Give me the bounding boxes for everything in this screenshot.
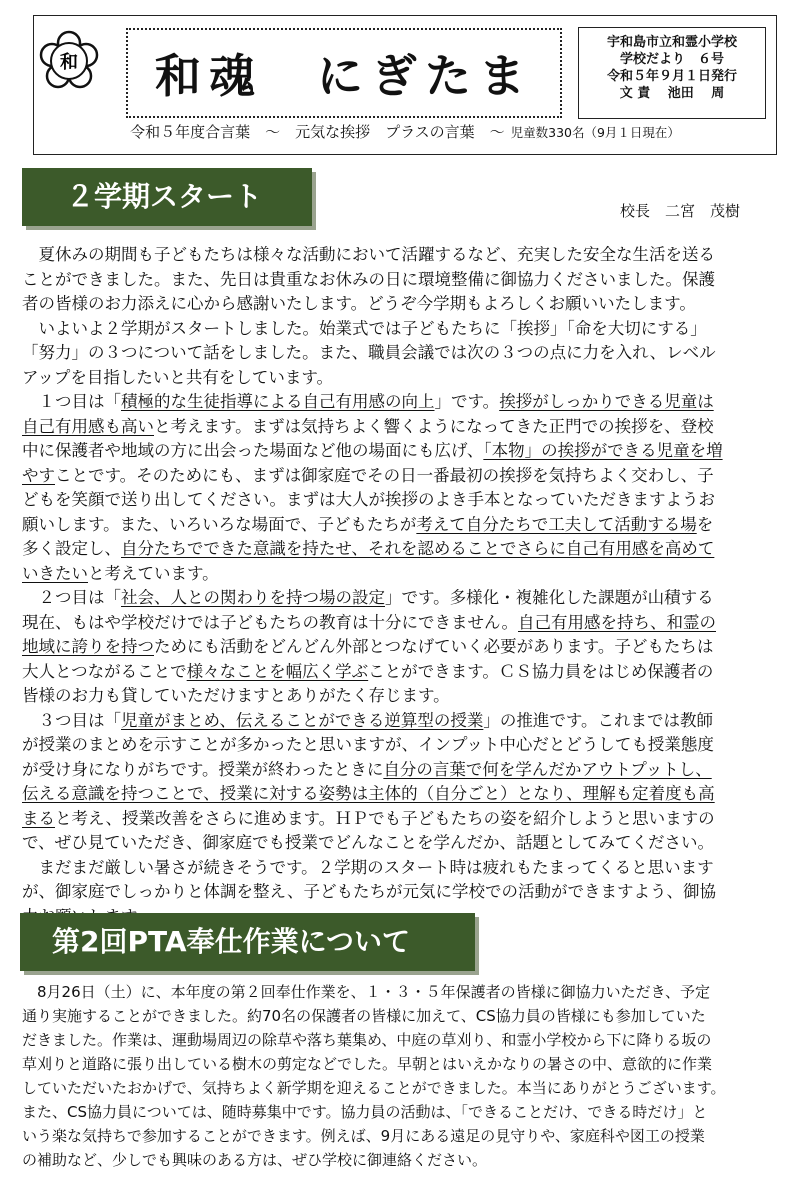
underlined-text: 考えて自分たちで工夫して活動する場 [416, 514, 697, 534]
text-run: 大人とつながることで [22, 661, 187, 681]
text-run: いよいよ２学期がスタートしました。始業式では子どもたちに「挨拶」「命を大切にする」 [22, 318, 707, 338]
text-run: 皆様のお力も貸していただけますとありがたく存じます。 [22, 686, 450, 705]
paragraph-line [22, 1004, 782, 1028]
paragraph-line [22, 1148, 782, 1172]
school-name: 宇和島市立和霊小学校 [606, 35, 737, 50]
paragraph-line [22, 782, 782, 807]
paragraph-line [22, 1028, 782, 1052]
text-run: 多く設定し、 [22, 539, 121, 558]
paragraph-line [22, 537, 782, 562]
text-run: の補助など、少しでも興味のある方は、ぜひ学校に御連絡ください。 [22, 1151, 488, 1169]
paragraph-line [22, 635, 782, 660]
text-run: が授業のまとめを示すことが多かったと思いますが、インプット中心だとどうしても授業態度 [22, 735, 714, 754]
paragraph-line [22, 1052, 782, 1076]
text-run: １つ目は「 [22, 392, 121, 411]
paragraph-line [22, 439, 782, 464]
principal-byline: 校長 二宮 茂樹 [620, 202, 741, 220]
underlined-text: 積極的な生徒指導による自己有用感の向上 [121, 392, 435, 411]
issue-date: 令和５年９月１日発行 [606, 69, 737, 84]
text-run: 現在、もはや学校だけでは子どもたちの教育は十分にできません。 [22, 612, 518, 632]
text-run: 」の推進です。これまでは教師 [483, 710, 714, 730]
school-emblem [38, 30, 100, 92]
underlined-text: 社会、人との関わりを持つ場の設定 [121, 588, 385, 607]
underlined-text: 自分の言葉で何を学んだかアウトプットし、 [383, 759, 712, 779]
section-heading-pta-work: 第2回PTA奉仕作業について [20, 913, 475, 971]
text-run: 願いします。また、いろいろな場面で、子どもたちが [22, 514, 417, 534]
text-run: どもを笑顔で送り出してください。まずは大人が挨拶のよき手本となっていただきますようお [22, 490, 715, 509]
text-run: ３つ目は「 [22, 710, 121, 730]
text-run: で、ぜひ見ていただき、御家庭でも授業でどんなことを学んだか、話題としてみてください。 [22, 833, 715, 852]
paragraph-line [22, 1100, 782, 1124]
paragraph-line [22, 488, 782, 513]
underlined-text: やす [22, 465, 55, 485]
underlined-text: まる [22, 808, 55, 828]
paragraph-line [22, 709, 782, 734]
yearly-slogan [33, 121, 777, 142]
text-run: 夏休みの期間も子どもたちは様々な活動において活躍するなど、充実した安全な生活を送る [22, 245, 715, 264]
text-run: ことができます。ＣＳ協力員をはじめ保護者の [368, 661, 714, 681]
text-run: いう楽な気持ちで参加することができます。例えば、9月にある遠足の見守りや、家庭科や図工の授業 [22, 1127, 705, 1145]
paragraph-line [22, 1124, 782, 1148]
paragraph-line [22, 390, 782, 415]
text-run: ２つ目は「 [22, 588, 121, 607]
slogan-text: 令和５年度合言葉 ～ 元気な挨拶 プラスの言葉 ～ [130, 123, 505, 141]
underlined-text: 伝える意識を持つことで、授業に対する姿勢は主体的（自分ごと）となり、理解も定着度も高 [22, 784, 715, 803]
section-heading-term-start: ２学期スタート [22, 168, 312, 226]
text-run: 草刈りと道路に張り出している樹木の剪定などでした。早朝とはいえかなりの暑さの中、意欲的に作業 [22, 1055, 713, 1073]
paragraph-line [22, 684, 782, 709]
emblem-character: 和 [60, 52, 78, 73]
text-run: 」です。多様化・複雑化した課題が山積する [385, 588, 714, 607]
paragraph-line [22, 1076, 782, 1100]
text-run: が、御家庭でしっかりと体調を整え、子どもたちが元気に学校での活動ができますよう、御協 [22, 882, 716, 901]
paragraph-line [22, 341, 782, 366]
text-run: 「努力」の３つについて話をしました。また、職員会議では次の３つの点に力を入れ、レベル [22, 343, 716, 362]
student-count: 児童数330名（9月１日現在） [510, 125, 680, 140]
paragraph-line [22, 880, 782, 905]
text-run: 」です。 [434, 392, 500, 411]
text-run: また、CS協力員については、随時募集中です。協力員の活動は、「できることだけ、できる時だけ」と [22, 1103, 708, 1121]
paragraph-line [22, 856, 782, 881]
underlined-text: 挨拶がしっかりできる児童は [499, 392, 714, 411]
text-run: していただいたおかげで、気持ちよく新学期を迎えることができました。本当にありがとうございます。 [22, 1079, 726, 1097]
paragraph-line [22, 366, 782, 391]
underlined-text: 自己有用感も高い [22, 416, 154, 436]
underlined-text: 自己有用感を持ち、和霊の [518, 612, 716, 632]
text-run: 中に保護者や地域の方に出会った場面など他の場面にも広げ、 [22, 441, 484, 460]
paragraph-line [22, 513, 782, 538]
text-run: 8月26日（土）に、本年度の第２回奉仕作業を、１・３・５年保護者の皆様に御協力いただき、予定 [22, 983, 711, 1001]
text-run: と考え、授業改善をさらに進めます。ＨＰでも子どもたちの姿を紹介しようと思いますの [55, 808, 715, 828]
paragraph-line [22, 733, 782, 758]
text-run: 者の皆様のお力添えに心から感謝いたします。どうぞ今学期もよろしくお願いいたします。 [22, 294, 696, 313]
paragraph-line [22, 611, 782, 636]
issue-number: 学校だより ６号 [619, 52, 724, 67]
paragraph-line [22, 292, 782, 317]
text-run: アップを目指したいと共有をしています。 [22, 367, 334, 387]
text-run: が受け身になりがちです。授業が終わったときに [22, 759, 384, 779]
underlined-text: 自分たちでできた意識を持たせ、それを認めることでさらに自己有用感を高めて [121, 539, 715, 558]
newsletter-title: 和魂 にぎたま [155, 49, 533, 103]
section-body-pta-work [22, 980, 782, 1172]
underlined-text: 様々なことを幅広く学ぶ [186, 661, 369, 681]
paragraph-line [22, 562, 782, 587]
paragraph-line [22, 660, 782, 685]
text-run: 通り実施することができました。約70名の保護者の皆様に加えて、CS協力員の皆様にも参加していた [22, 1007, 706, 1025]
paragraph-line [22, 831, 782, 856]
paragraph-line [22, 464, 782, 489]
text-run: と考えています。 [88, 563, 219, 583]
title-frame [126, 28, 562, 118]
underlined-text: 地域に誇りを持つ [22, 637, 154, 656]
paragraph-line [22, 243, 782, 268]
paragraph-line [22, 268, 782, 293]
text-run: ためにも活動をどんどん外部とつなげていく必要があります。子どもたちは [154, 637, 714, 656]
underlined-text: 児童がまとめ、伝えることができる逆算型の授業 [121, 710, 484, 730]
paragraph-line [22, 758, 782, 783]
text-run: まだまだ厳しい暑さが続きそうです。２学期のスタート時は疲れもたまってくると思います [22, 857, 714, 877]
text-run: と考えます。まずは気持ちよく響くようになってきた正門での挨拶を、登校 [154, 416, 714, 436]
text-run: ことです。そのためにも、まずは御家庭でその日一番最初の挨拶を気持ちよく交わし、子 [55, 465, 714, 485]
text-run: だきました。作業は、運動場周辺の除草や落ち葉集め、中庭の草刈り、和霊小学校から下に降りる坂の [22, 1031, 712, 1049]
underlined-text: いきたい [22, 563, 88, 583]
issue-info [578, 27, 766, 119]
text-run: ことができました。また、先日は貴重なお休みの日に環境整備に御協力くださいました。保護 [22, 269, 715, 289]
paragraph-line [22, 586, 782, 611]
paragraph-line [22, 317, 782, 342]
paragraph-line [22, 807, 782, 832]
paragraph-line [22, 980, 782, 1004]
text-run: を [696, 514, 714, 534]
section-body-term-start [22, 243, 782, 929]
underlined-text: 「本物」の挨拶ができる児童を増 [483, 441, 723, 460]
paragraph-line [22, 415, 782, 440]
issue-author: 文 責 池田 周 [619, 86, 725, 101]
